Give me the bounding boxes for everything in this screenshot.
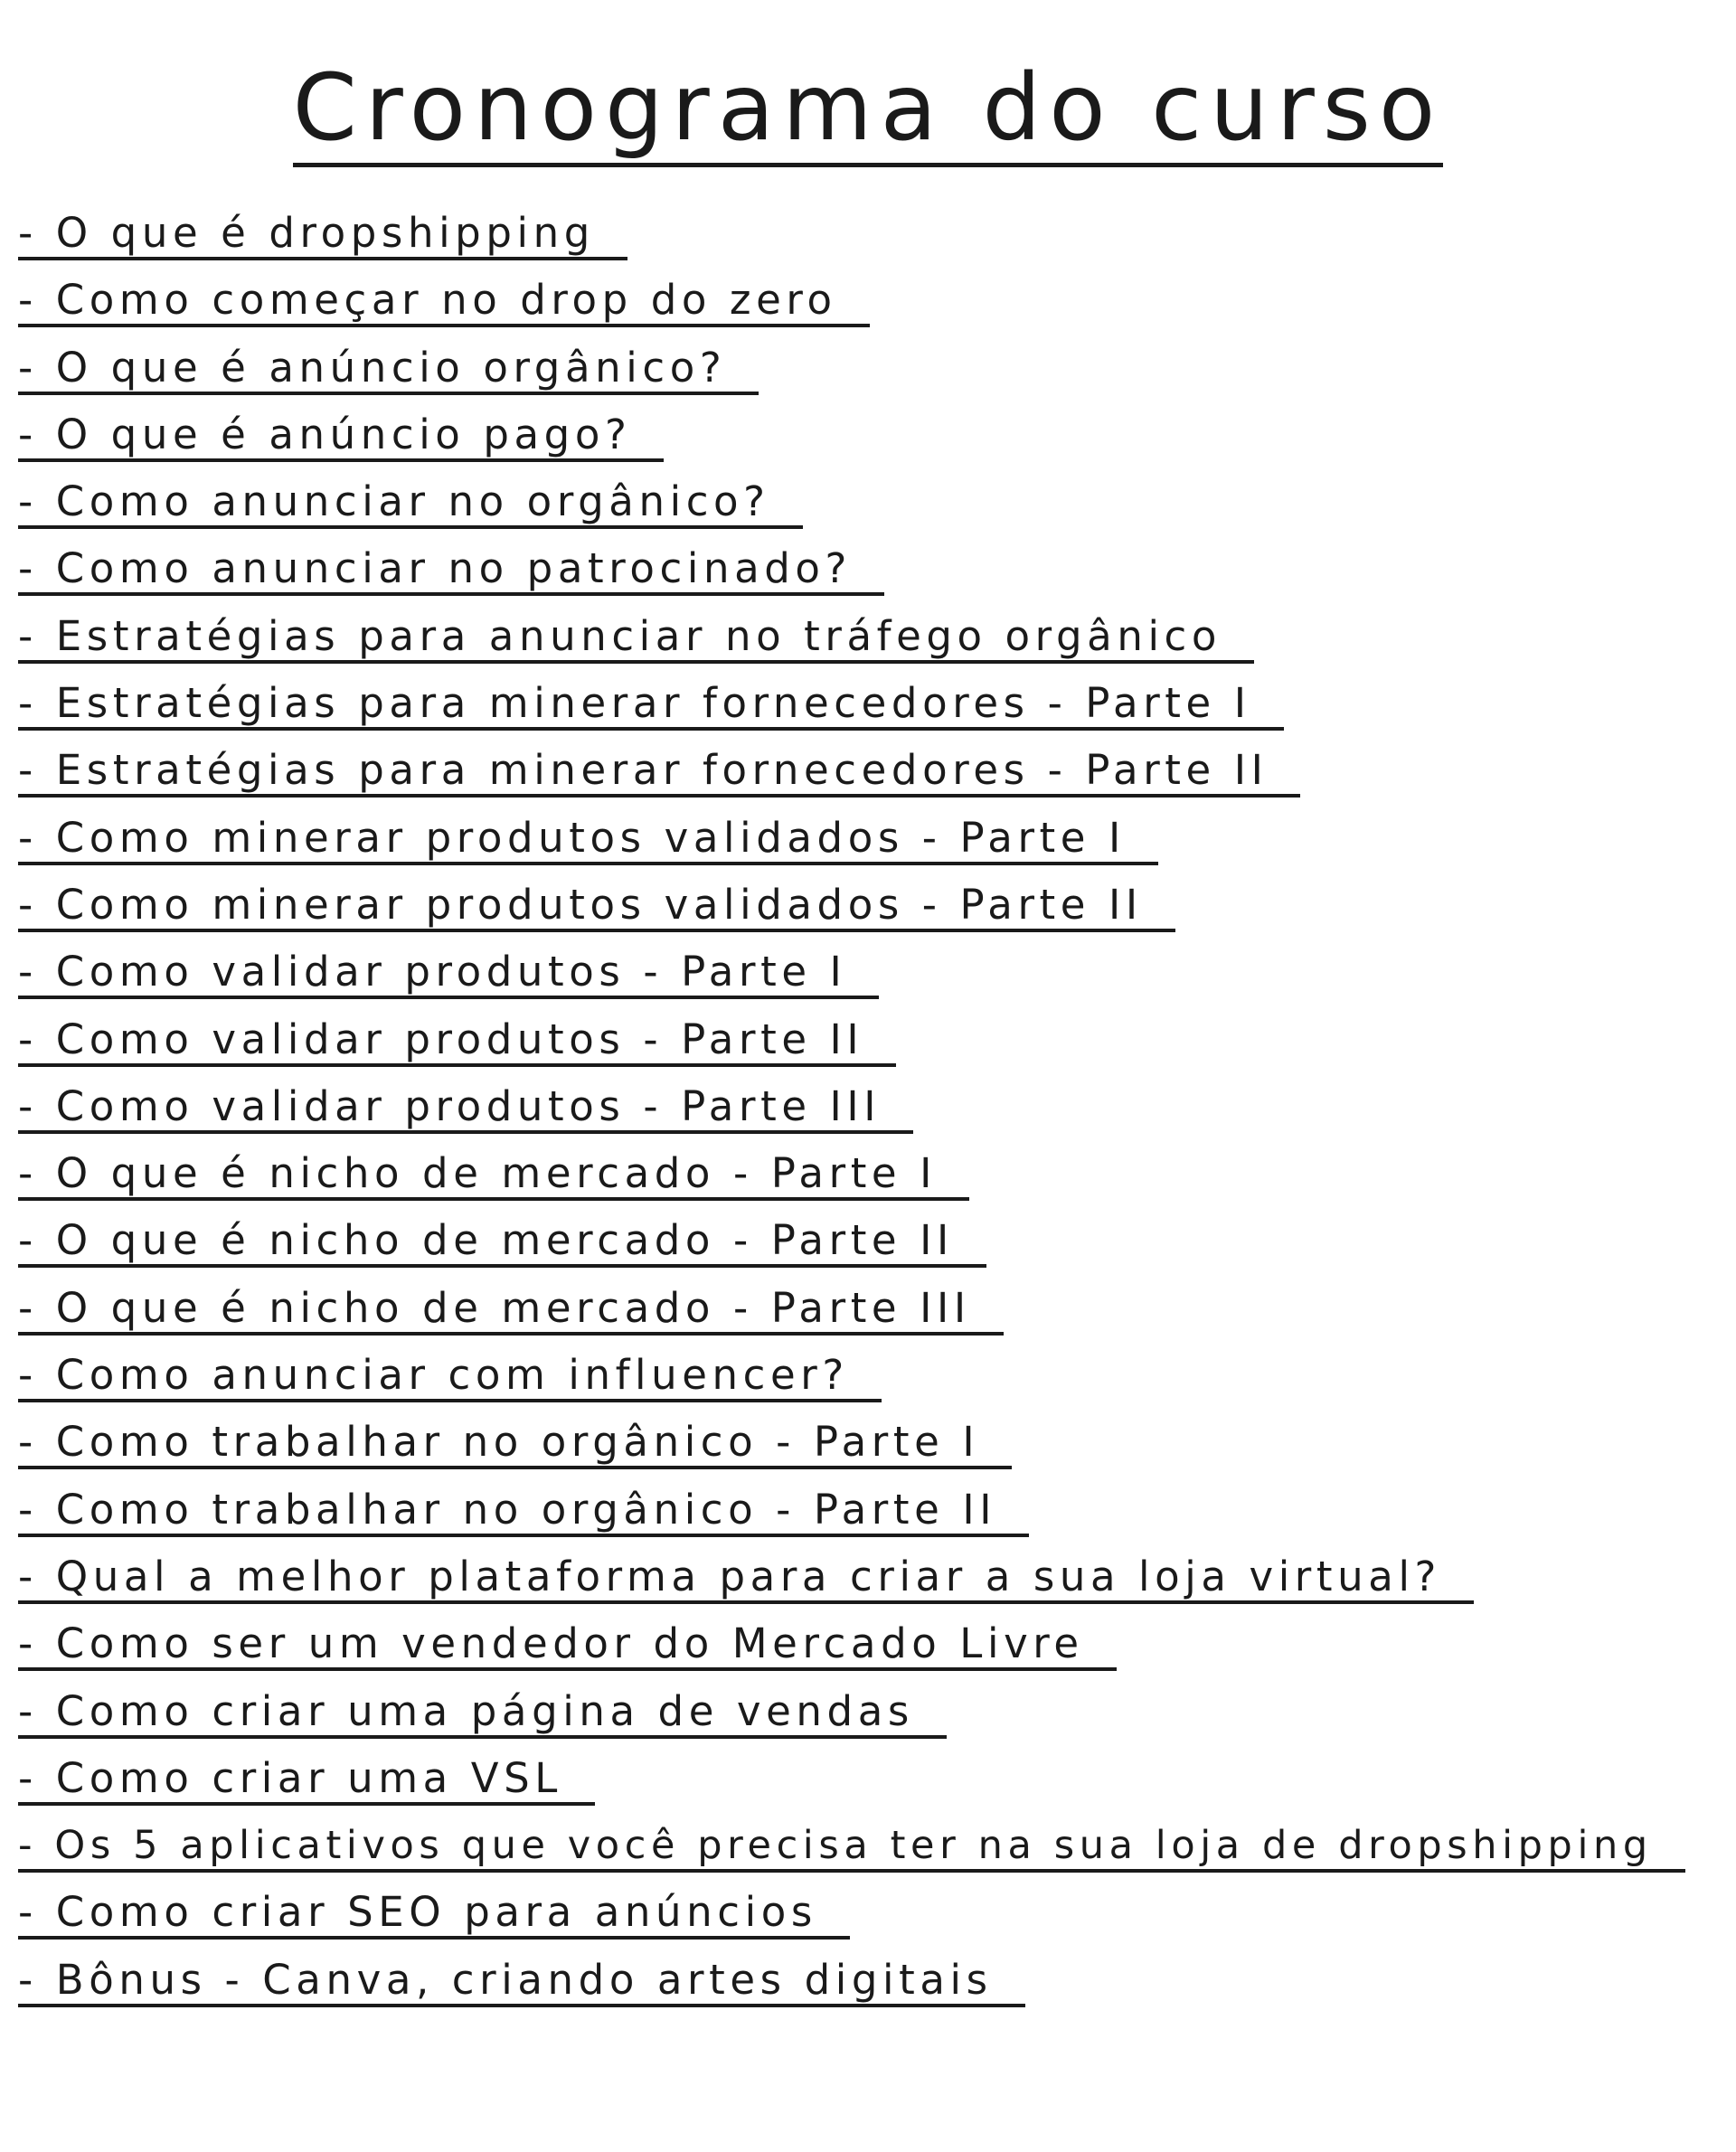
list-item-text: - Estratégias para anunciar no tráfego orgânico [18, 613, 1254, 664]
list-item [18, 815, 1685, 882]
list-item [18, 345, 1685, 411]
list-item-text: - Como ser um vendedor do Mercado Livre [18, 1620, 1117, 1671]
list-item-text: - Como anunciar no orgânico? [18, 478, 803, 529]
list-item-text: - Como começar no drop do zero [18, 277, 870, 327]
list-item [18, 1217, 1685, 1284]
list-item [18, 1957, 1685, 2024]
list-item-text: - Qual a melhor plataforma para criar a sua loja virtual? [18, 1553, 1474, 1604]
list-item [18, 1016, 1685, 1083]
list-item-text: - O que é nicho de mercado - Parte II [18, 1217, 986, 1268]
list-item [18, 1688, 1685, 1755]
list-item [18, 613, 1685, 680]
list-item-text: - Como anunciar com influencer? [18, 1352, 882, 1402]
page-title-text: Cronograma do curso [293, 58, 1444, 167]
list-item-text: - Como criar uma VSL [18, 1755, 595, 1806]
course-schedule-list [18, 210, 1685, 2024]
list-item [18, 1150, 1685, 1217]
list-item-text: - Como trabalhar no orgânico - Parte I [18, 1419, 1012, 1469]
list-item-text: - Como validar produtos - Parte II [18, 1016, 896, 1067]
list-item-text: - O que é nicho de mercado - Parte I [18, 1150, 969, 1201]
list-item [18, 1352, 1685, 1419]
list-item-text: - Como minerar produtos validados - Parte II [18, 882, 1175, 932]
list-item-text: - O que é anúncio orgânico? [18, 345, 759, 395]
list-item-text: - Estratégias para minerar fornecedores - Parte I [18, 680, 1284, 731]
list-item-text: - O que é anúncio pago? [18, 411, 664, 462]
list-item [18, 1285, 1685, 1352]
list-item-text: - O que é dropshipping [18, 210, 627, 260]
list-item [18, 680, 1685, 747]
list-item [18, 1889, 1685, 1956]
list-item [18, 545, 1685, 612]
list-item [18, 1487, 1685, 1553]
list-item [18, 1620, 1685, 1687]
list-item [18, 1755, 1685, 1822]
list-item-text: - O que é nicho de mercado - Parte III [18, 1285, 1004, 1336]
list-item [18, 210, 1685, 277]
list-item [18, 411, 1685, 478]
list-item [18, 949, 1685, 1015]
list-item-text: - Como trabalhar no orgânico - Parte II [18, 1487, 1029, 1537]
list-item [18, 1553, 1685, 1620]
list-item-text: - Como anunciar no patrocinado? [18, 545, 884, 596]
list-item [18, 277, 1685, 344]
list-item-text: - Bônus - Canva, criando artes digitais [18, 1957, 1025, 2007]
list-item [18, 1083, 1685, 1150]
list-item [18, 882, 1685, 949]
list-item [18, 1419, 1685, 1486]
list-item-text: - Como criar SEO para anúncios [18, 1889, 850, 1940]
list-item-text: - Como criar uma página de vendas [18, 1688, 947, 1739]
list-item-text: - Estratégias para minerar fornecedores - Parte II [18, 747, 1300, 798]
page-title [0, 54, 1736, 167]
list-item [18, 1822, 1685, 1889]
list-item-text: - Como validar produtos - Parte III [18, 1083, 913, 1134]
list-item [18, 478, 1685, 545]
list-item-text: - Como validar produtos - Parte I [18, 949, 879, 999]
list-item-text: - Os 5 aplicativos que você precisa ter na sua loja de dropshipping [18, 1822, 1685, 1873]
list-item [18, 747, 1685, 814]
list-item-text: - Como minerar produtos validados - Parte I [18, 815, 1158, 865]
